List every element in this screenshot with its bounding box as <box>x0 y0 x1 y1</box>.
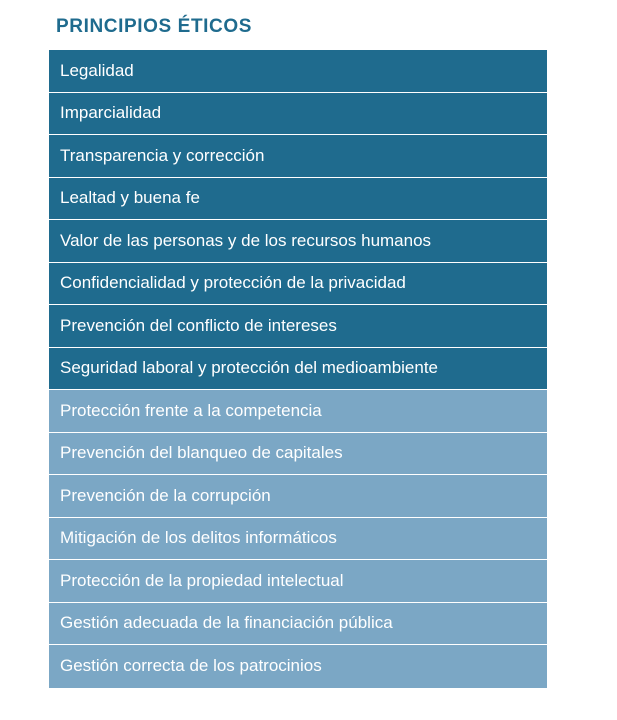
principle-label: Lealtad y buena fe <box>60 188 200 208</box>
principle-item <box>49 390 547 433</box>
principle-item <box>49 305 547 348</box>
principles-list <box>49 50 547 688</box>
principle-item <box>49 348 547 391</box>
principle-label: Imparcialidad <box>60 103 162 123</box>
principle-label: Protección de la propiedad intelectual <box>60 570 344 590</box>
principle-item <box>49 560 547 603</box>
principle-label: Transparencia y corrección <box>60 145 265 165</box>
principle-label: Mitigación de los delitos informáticos <box>60 528 337 548</box>
principle-item <box>49 263 547 306</box>
principle-item <box>49 518 547 561</box>
principle-item <box>49 50 547 93</box>
principle-label: Legalidad <box>60 60 134 80</box>
principle-label: Gestión correcta de los patrocinios <box>60 656 322 676</box>
principle-item <box>49 433 547 476</box>
principle-label: Confidencialidad y protección de la privacidad <box>60 273 406 293</box>
principle-label: Gestión adecuada de la financiación pública <box>60 613 393 633</box>
principle-label: Protección frente a la competencia <box>60 400 322 420</box>
principle-label: Prevención de la corrupción <box>60 485 271 505</box>
page-title: PRINCIPIOS ÉTICOS <box>56 16 253 37</box>
principle-item <box>49 603 547 646</box>
principle-item <box>49 178 547 221</box>
principle-label: Prevención del blanqueo de capitales <box>60 443 343 463</box>
principle-item <box>49 220 547 263</box>
principle-label: Seguridad laboral y protección del medioambiente <box>60 358 439 378</box>
principle-label: Prevención del conflicto de intereses <box>60 315 337 335</box>
principle-item <box>49 645 547 688</box>
principle-item <box>49 475 547 518</box>
principle-label: Valor de las personas y de los recursos humanos <box>60 230 432 250</box>
principle-item <box>49 135 547 178</box>
principle-item <box>49 93 547 136</box>
